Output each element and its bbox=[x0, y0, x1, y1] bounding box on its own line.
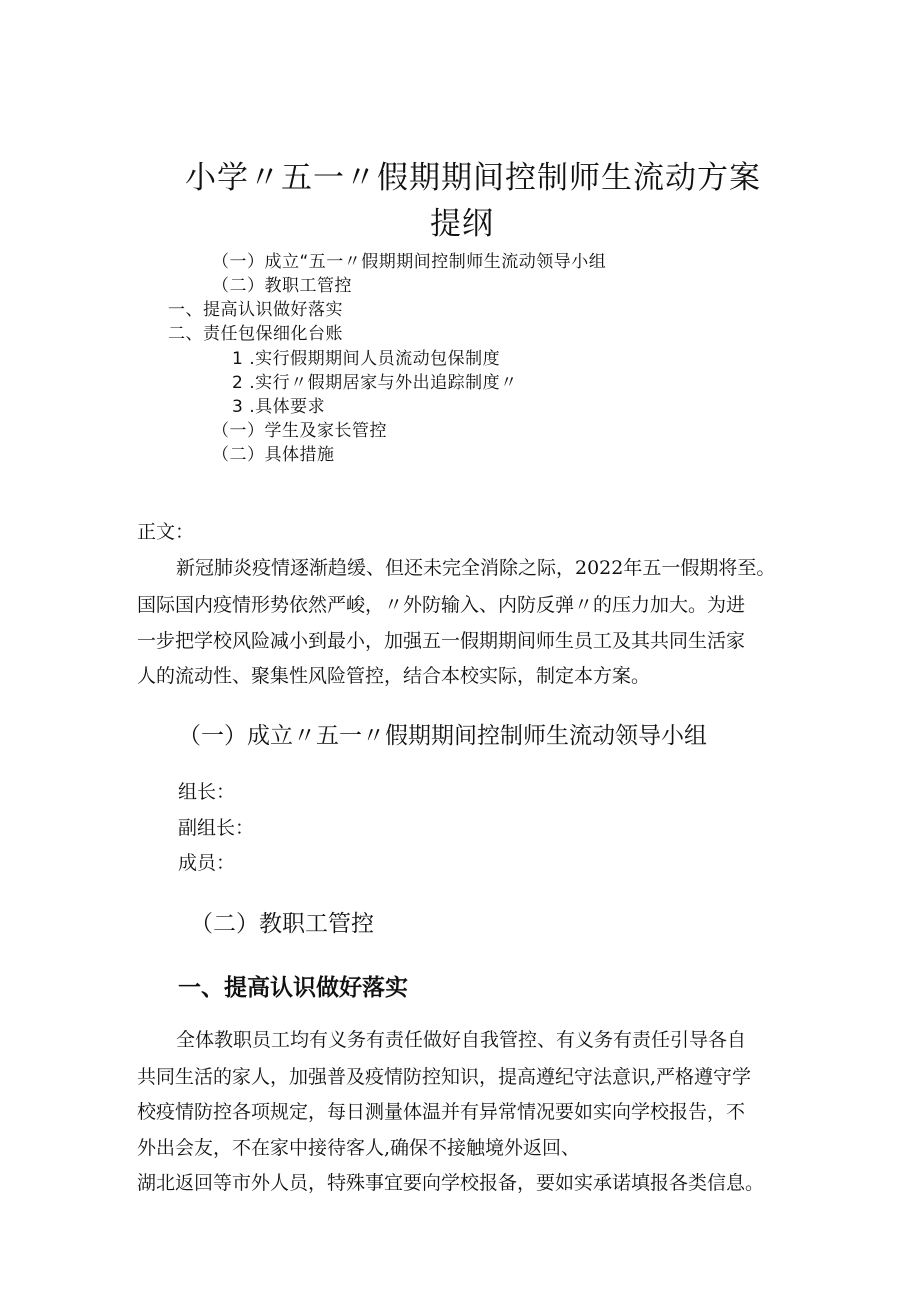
role-members: 成员： bbox=[178, 852, 236, 874]
outline-item: 3 .具体要求 bbox=[232, 397, 326, 417]
paragraph-line: 共同生活的家人，加强普及疫情防控知识，提高遵纪守法意识,严格遵守学 bbox=[137, 1066, 752, 1088]
outline-item: 一、提高认识做好落实 bbox=[168, 300, 343, 320]
document-title: 小学〃五一〃假期期间控制师生流动方案 bbox=[185, 160, 761, 196]
body-label: 正文： bbox=[137, 521, 195, 543]
outline-item: （二）具体措施 bbox=[212, 445, 335, 465]
part-heading: 一、提高认识做好落实 bbox=[178, 975, 408, 1001]
paragraph-line: 国际国内疫情形势依然严峻，〃外防输入、内防反弹〃的压力加大。为进 bbox=[137, 594, 746, 616]
paragraph-line: 全体教职员工均有义务有责任做好自我管控、有义务有责任引导各自 bbox=[176, 1029, 747, 1051]
paragraph-line: 外出会友，不在家中接待客人,确保不接触境外返回、 bbox=[137, 1137, 581, 1159]
section-heading: （二）教职工管控 bbox=[190, 911, 374, 937]
paragraph-line: 人的流动性、聚集性风险管控，结合本校实际，制定本方案。 bbox=[137, 665, 651, 687]
outline-item: 1 .实行假期期间人员流动包保制度 bbox=[232, 349, 501, 369]
section-heading: （一）成立〃五一〃假期期间控制师生流动领导小组 bbox=[178, 723, 707, 749]
role-deputy: 副组长： bbox=[178, 817, 255, 839]
document-subtitle: 提纲 bbox=[430, 206, 494, 242]
role-leader: 组长： bbox=[178, 781, 236, 803]
outline-item: （一）学生及家长管控 bbox=[212, 421, 387, 441]
outline-item: （一）成立“五一〃假期期间控制师生流动领导小组 bbox=[212, 252, 607, 272]
paragraph-line: 新冠肺炎疫情逐渐趋缓、但还未完全消除之际，2022年五一假期将至。 bbox=[176, 557, 776, 579]
paragraph-line: 湖北返回等市外人员，特殊事宜要向学校报备，要如实承诺填报各类信息。 bbox=[137, 1172, 765, 1194]
paragraph-line: 一步把学校风险减小到最小，加强五一假期期间师生员工及其共同生活家 bbox=[137, 630, 746, 652]
outline-item: 二、责任包保细化台账 bbox=[168, 324, 343, 344]
outline-item: 2 .实行〃假期居家与外出追踪制度〃 bbox=[232, 373, 518, 393]
paragraph-line: 校疫情防控各项规定，每日测量体温并有异常情况要如实向学校报告，不 bbox=[137, 1101, 746, 1123]
outline-item: （二）教职工管控 bbox=[212, 276, 352, 296]
